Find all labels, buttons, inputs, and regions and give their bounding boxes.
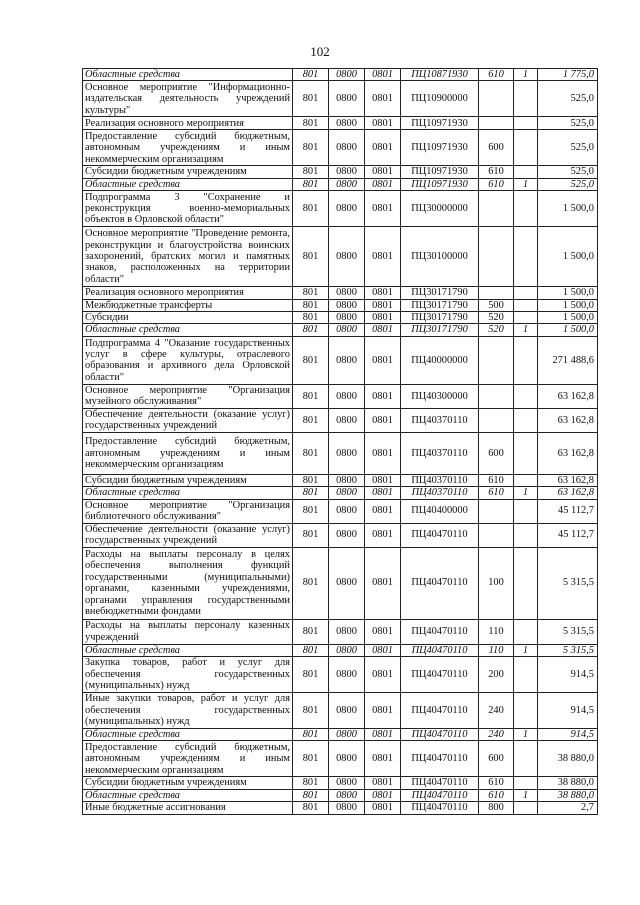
expense-name-cell: Обеспечение деятельности (оказание услуг) государственных учреждений: [83, 408, 293, 432]
table-row: [83, 178, 598, 190]
funding-source-cell: 1: [514, 69, 538, 81]
section-code-cell: 0800: [329, 619, 365, 644]
ministry-code-cell: 801: [293, 789, 329, 801]
target-article-cell: ПЦ30171790: [401, 299, 479, 311]
expense-type-cell: 610: [479, 178, 514, 190]
section-code-cell: 0800: [329, 312, 365, 324]
target-article-cell: ПЦ30171790: [401, 312, 479, 324]
page-number: 102: [310, 44, 330, 59]
subsection-code-cell: 0801: [365, 474, 401, 486]
expense-name-cell: Субсидии бюджетным учреждениям: [83, 777, 293, 789]
funding-source-cell: [514, 287, 538, 299]
amount-cell: 1 500,0: [538, 191, 598, 227]
target-article-cell: ПЦ10971930: [401, 166, 479, 178]
subsection-code-cell: 0801: [365, 166, 401, 178]
ministry-code-cell: 801: [293, 693, 329, 729]
funding-source-cell: [514, 166, 538, 178]
amount-cell: 525,0: [538, 117, 598, 130]
table-row: [83, 789, 598, 801]
table-row: [83, 619, 598, 644]
ministry-code-cell: 801: [293, 741, 329, 777]
expense-type-cell: [479, 191, 514, 227]
target-article-cell: ПЦ40470110: [401, 802, 479, 814]
target-article-cell: ПЦ10871930: [401, 69, 479, 81]
target-article-cell: ПЦ40470110: [401, 547, 479, 619]
table-row: [83, 657, 598, 693]
expense-type-cell: 520: [479, 324, 514, 336]
table-row: [83, 69, 598, 81]
funding-source-cell: [514, 657, 538, 693]
ministry-code-cell: 801: [293, 191, 329, 227]
target-article-cell: ПЦ40470110: [401, 789, 479, 801]
table-row: [83, 523, 598, 547]
table-row: [83, 130, 598, 166]
section-code-cell: 0800: [329, 384, 365, 408]
funding-source-cell: [514, 474, 538, 486]
ministry-code-cell: 801: [293, 523, 329, 547]
expense-type-cell: 110: [479, 644, 514, 656]
expense-name-cell: Подпрограмма 3 "Сохранение и реконструкция военно-мемориальных объектов в Орловской области": [83, 191, 293, 227]
expense-name-cell: Предоставление субсидий бюджетным, автономным учреждениям и иным некоммерческим организациям: [83, 130, 293, 166]
ministry-code-cell: 801: [293, 499, 329, 523]
amount-cell: 2,7: [538, 802, 598, 814]
amount-cell: 1 500,0: [538, 287, 598, 299]
expense-type-cell: [479, 384, 514, 408]
expense-type-cell: 240: [479, 693, 514, 729]
table-row: [83, 741, 598, 777]
expense-name-cell: Предоставление субсидий бюджетным, автономным учреждениям и иным некоммерческим организациям: [83, 432, 293, 474]
amount-cell: 5 315,5: [538, 619, 598, 644]
ministry-code-cell: 801: [293, 69, 329, 81]
amount-cell: 38 880,0: [538, 741, 598, 777]
expense-type-cell: 200: [479, 657, 514, 693]
amount-cell: 5 315,5: [538, 644, 598, 656]
expense-name-cell: Иные бюджетные ассигнования: [83, 802, 293, 814]
target-article-cell: ПЦ40370110: [401, 474, 479, 486]
amount-cell: 45 112,7: [538, 523, 598, 547]
expense-name-cell: Областные средства: [83, 69, 293, 81]
table-row: [83, 287, 598, 299]
table-row: [83, 487, 598, 499]
ministry-code-cell: 801: [293, 802, 329, 814]
funding-source-cell: [514, 336, 538, 384]
expense-name-cell: Закупка товаров, работ и услуг для обеспечения государственных (муниципальных) нужд: [83, 657, 293, 693]
expense-name-cell: Областные средства: [83, 178, 293, 190]
ministry-code-cell: 801: [293, 619, 329, 644]
target-article-cell: ПЦ30000000: [401, 191, 479, 227]
expense-name-cell: Субсидии бюджетным учреждениям: [83, 474, 293, 486]
expense-type-cell: 100: [479, 547, 514, 619]
section-code-cell: 0800: [329, 408, 365, 432]
expense-type-cell: 600: [479, 741, 514, 777]
section-code-cell: 0800: [329, 777, 365, 789]
subsection-code-cell: 0801: [365, 523, 401, 547]
expense-name-cell: Областные средства: [83, 324, 293, 336]
section-code-cell: 0800: [329, 287, 365, 299]
expense-type-cell: 610: [479, 789, 514, 801]
expense-name-cell: Субсидии бюджетным учреждениям: [83, 166, 293, 178]
target-article-cell: ПЦ10971930: [401, 130, 479, 166]
section-code-cell: 0800: [329, 324, 365, 336]
table-row: [83, 336, 598, 384]
funding-source-cell: [514, 693, 538, 729]
target-article-cell: ПЦ10971930: [401, 178, 479, 190]
table-row: [83, 166, 598, 178]
section-code-cell: 0800: [329, 657, 365, 693]
subsection-code-cell: 0801: [365, 487, 401, 499]
subsection-code-cell: 0801: [365, 741, 401, 777]
target-article-cell: ПЦ40400000: [401, 499, 479, 523]
expense-name-cell: Расходы на выплаты персоналу казенных учреждений: [83, 619, 293, 644]
table-row: [83, 432, 598, 474]
funding-source-cell: [514, 777, 538, 789]
expense-type-cell: [479, 408, 514, 432]
amount-cell: 63 162,8: [538, 384, 598, 408]
section-code-cell: 0800: [329, 487, 365, 499]
amount-cell: 45 112,7: [538, 499, 598, 523]
expense-name-cell: Областные средства: [83, 487, 293, 499]
amount-cell: 914,5: [538, 729, 598, 741]
amount-cell: 38 880,0: [538, 789, 598, 801]
subsection-code-cell: 0801: [365, 324, 401, 336]
funding-source-cell: [514, 81, 538, 117]
subsection-code-cell: 0801: [365, 69, 401, 81]
section-code-cell: 0800: [329, 693, 365, 729]
target-article-cell: ПЦ30171790: [401, 324, 479, 336]
subsection-code-cell: 0801: [365, 227, 401, 287]
subsection-code-cell: 0801: [365, 312, 401, 324]
amount-cell: 271 488,6: [538, 336, 598, 384]
section-code-cell: 0800: [329, 741, 365, 777]
expense-name-cell: Межбюджетные трансферты: [83, 299, 293, 311]
ministry-code-cell: 801: [293, 312, 329, 324]
ministry-code-cell: 801: [293, 287, 329, 299]
subsection-code-cell: 0801: [365, 178, 401, 190]
table-row: [83, 81, 598, 117]
expense-name-cell: Основное мероприятие "Проведение ремонта, реконструкции и благоустройства воинских захоронений, братских могил и памятных знаков, расположенных на территории области": [83, 227, 293, 287]
funding-source-cell: [514, 619, 538, 644]
funding-source-cell: [514, 802, 538, 814]
table-row: [83, 644, 598, 656]
funding-source-cell: [514, 227, 538, 287]
table-row: [83, 384, 598, 408]
ministry-code-cell: 801: [293, 474, 329, 486]
amount-cell: 525,0: [538, 81, 598, 117]
expense-name-cell: Субсидии: [83, 312, 293, 324]
subsection-code-cell: 0801: [365, 299, 401, 311]
target-article-cell: ПЦ40470110: [401, 741, 479, 777]
section-code-cell: 0800: [329, 178, 365, 190]
ministry-code-cell: 801: [293, 777, 329, 789]
expense-type-cell: 610: [479, 777, 514, 789]
target-article-cell: ПЦ40470110: [401, 619, 479, 644]
section-code-cell: 0800: [329, 802, 365, 814]
subsection-code-cell: 0801: [365, 619, 401, 644]
expense-name-cell: Областные средства: [83, 644, 293, 656]
section-code-cell: 0800: [329, 644, 365, 656]
target-article-cell: ПЦ10900000: [401, 81, 479, 117]
ministry-code-cell: 801: [293, 324, 329, 336]
expense-name-cell: Реализация основного мероприятия: [83, 117, 293, 130]
expense-name-cell: Основное мероприятие "Организация библиотечного обслуживания": [83, 499, 293, 523]
table-row: [83, 227, 598, 287]
funding-source-cell: 1: [514, 487, 538, 499]
section-code-cell: 0800: [329, 227, 365, 287]
funding-source-cell: [514, 130, 538, 166]
target-article-cell: ПЦ40370110: [401, 432, 479, 474]
funding-source-cell: [514, 408, 538, 432]
ministry-code-cell: 801: [293, 166, 329, 178]
table-row: [83, 777, 598, 789]
subsection-code-cell: 0801: [365, 384, 401, 408]
subsection-code-cell: 0801: [365, 81, 401, 117]
expense-name-cell: Реализация основного мероприятия: [83, 287, 293, 299]
funding-source-cell: [514, 499, 538, 523]
funding-source-cell: [514, 312, 538, 324]
table-row: [83, 117, 598, 130]
subsection-code-cell: 0801: [365, 499, 401, 523]
budget-table: [82, 68, 598, 815]
expense-type-cell: 610: [479, 487, 514, 499]
amount-cell: 525,0: [538, 166, 598, 178]
funding-source-cell: [514, 432, 538, 474]
amount-cell: 63 162,8: [538, 432, 598, 474]
ministry-code-cell: 801: [293, 547, 329, 619]
section-code-cell: 0800: [329, 130, 365, 166]
expense-name-cell: Расходы на выплаты персоналу в целях обеспечения выполнения функций государственными (муниципальными) органами, казенными учреждениями, органами управления государственными внебюджетными фондами: [83, 547, 293, 619]
amount-cell: 63 162,8: [538, 474, 598, 486]
funding-source-cell: [514, 547, 538, 619]
amount-cell: 5 315,5: [538, 547, 598, 619]
expense-name-cell: Областные средства: [83, 789, 293, 801]
subsection-code-cell: 0801: [365, 693, 401, 729]
subsection-code-cell: 0801: [365, 644, 401, 656]
target-article-cell: ПЦ40370110: [401, 408, 479, 432]
funding-source-cell: [514, 384, 538, 408]
funding-source-cell: 1: [514, 178, 538, 190]
section-code-cell: 0800: [329, 789, 365, 801]
subsection-code-cell: 0801: [365, 802, 401, 814]
ministry-code-cell: 801: [293, 432, 329, 474]
expense-name-cell: Основное мероприятие "Информационно-издательская деятельность учреждений культуры": [83, 81, 293, 117]
target-article-cell: ПЦ40000000: [401, 336, 479, 384]
amount-cell: 1 500,0: [538, 227, 598, 287]
table-row: [83, 547, 598, 619]
ministry-code-cell: 801: [293, 729, 329, 741]
ministry-code-cell: 801: [293, 487, 329, 499]
subsection-code-cell: 0801: [365, 130, 401, 166]
expense-name-cell: Иные закупки товаров, работ и услуг для обеспечения государственных (муниципальных) нужд: [83, 693, 293, 729]
subsection-code-cell: 0801: [365, 408, 401, 432]
ministry-code-cell: 801: [293, 81, 329, 117]
section-code-cell: 0800: [329, 69, 365, 81]
target-article-cell: ПЦ40470110: [401, 657, 479, 693]
expense-type-cell: 520: [479, 312, 514, 324]
amount-cell: 1 500,0: [538, 324, 598, 336]
subsection-code-cell: 0801: [365, 547, 401, 619]
expense-type-cell: [479, 287, 514, 299]
table-row: [83, 299, 598, 311]
section-code-cell: 0800: [329, 81, 365, 117]
table-row: [83, 324, 598, 336]
expense-type-cell: 600: [479, 432, 514, 474]
table-body: [83, 69, 598, 815]
expense-name-cell: Предоставление субсидий бюджетным, автономным учреждениям и иным некоммерческим организациям: [83, 741, 293, 777]
section-code-cell: 0800: [329, 474, 365, 486]
funding-source-cell: [514, 523, 538, 547]
subsection-code-cell: 0801: [365, 191, 401, 227]
subsection-code-cell: 0801: [365, 789, 401, 801]
amount-cell: 63 162,8: [538, 487, 598, 499]
amount-cell: 38 880,0: [538, 777, 598, 789]
expense-name-cell: Областные средства: [83, 729, 293, 741]
subsection-code-cell: 0801: [365, 777, 401, 789]
expense-type-cell: 610: [479, 166, 514, 178]
target-article-cell: ПЦ30171790: [401, 287, 479, 299]
funding-source-cell: 1: [514, 729, 538, 741]
table-row: [83, 693, 598, 729]
ministry-code-cell: 801: [293, 384, 329, 408]
table-row: [83, 191, 598, 227]
amount-cell: 914,5: [538, 657, 598, 693]
ministry-code-cell: 801: [293, 227, 329, 287]
subsection-code-cell: 0801: [365, 336, 401, 384]
section-code-cell: 0800: [329, 166, 365, 178]
amount-cell: 1 500,0: [538, 299, 598, 311]
amount-cell: 63 162,8: [538, 408, 598, 432]
target-article-cell: ПЦ40470110: [401, 729, 479, 741]
subsection-code-cell: 0801: [365, 287, 401, 299]
expense-type-cell: [479, 117, 514, 130]
table-row: [83, 499, 598, 523]
section-code-cell: 0800: [329, 117, 365, 130]
expense-type-cell: 600: [479, 130, 514, 166]
section-code-cell: 0800: [329, 191, 365, 227]
subsection-code-cell: 0801: [365, 432, 401, 474]
table-row: [83, 802, 598, 814]
section-code-cell: 0800: [329, 523, 365, 547]
target-article-cell: ПЦ40300000: [401, 384, 479, 408]
section-code-cell: 0800: [329, 499, 365, 523]
funding-source-cell: [514, 741, 538, 777]
table-row: [83, 474, 598, 486]
expense-name-cell: Подпрограмма 4 "Оказание государственных услуг в сфере культуры, отраслевого образования и архивного дела Орловской области": [83, 336, 293, 384]
target-article-cell: ПЦ40470110: [401, 777, 479, 789]
expense-type-cell: 110: [479, 619, 514, 644]
table-row: [83, 408, 598, 432]
target-article-cell: ПЦ40470110: [401, 523, 479, 547]
funding-source-cell: [514, 299, 538, 311]
expense-type-cell: 610: [479, 69, 514, 81]
section-code-cell: 0800: [329, 729, 365, 741]
target-article-cell: ПЦ30100000: [401, 227, 479, 287]
subsection-code-cell: 0801: [365, 657, 401, 693]
table-row: [83, 729, 598, 741]
subsection-code-cell: 0801: [365, 117, 401, 130]
expense-type-cell: [479, 227, 514, 287]
section-code-cell: 0800: [329, 336, 365, 384]
target-article-cell: ПЦ40470110: [401, 644, 479, 656]
target-article-cell: ПЦ10971930: [401, 117, 479, 130]
expense-type-cell: 800: [479, 802, 514, 814]
ministry-code-cell: 801: [293, 336, 329, 384]
amount-cell: 1 775,0: [538, 69, 598, 81]
expense-type-cell: [479, 336, 514, 384]
amount-cell: 1 500,0: [538, 312, 598, 324]
ministry-code-cell: 801: [293, 117, 329, 130]
ministry-code-cell: 801: [293, 299, 329, 311]
table-row: [83, 312, 598, 324]
section-code-cell: 0800: [329, 299, 365, 311]
expense-type-cell: [479, 523, 514, 547]
expense-type-cell: [479, 499, 514, 523]
funding-source-cell: 1: [514, 789, 538, 801]
section-code-cell: 0800: [329, 547, 365, 619]
funding-source-cell: 1: [514, 644, 538, 656]
amount-cell: 525,0: [538, 178, 598, 190]
expense-type-cell: 240: [479, 729, 514, 741]
ministry-code-cell: 801: [293, 178, 329, 190]
expense-name-cell: Основное мероприятие "Организация музейного обслуживания": [83, 384, 293, 408]
target-article-cell: ПЦ40470110: [401, 693, 479, 729]
ministry-code-cell: 801: [293, 130, 329, 166]
expense-type-cell: 610: [479, 474, 514, 486]
ministry-code-cell: 801: [293, 657, 329, 693]
funding-source-cell: 1: [514, 324, 538, 336]
expense-name-cell: Обеспечение деятельности (оказание услуг) государственных учреждений: [83, 523, 293, 547]
target-article-cell: ПЦ40370110: [401, 487, 479, 499]
ministry-code-cell: 801: [293, 644, 329, 656]
funding-source-cell: [514, 117, 538, 130]
section-code-cell: 0800: [329, 432, 365, 474]
funding-source-cell: [514, 191, 538, 227]
ministry-code-cell: 801: [293, 408, 329, 432]
expense-type-cell: [479, 81, 514, 117]
amount-cell: 914,5: [538, 693, 598, 729]
amount-cell: 525,0: [538, 130, 598, 166]
expense-type-cell: 500: [479, 299, 514, 311]
subsection-code-cell: 0801: [365, 729, 401, 741]
